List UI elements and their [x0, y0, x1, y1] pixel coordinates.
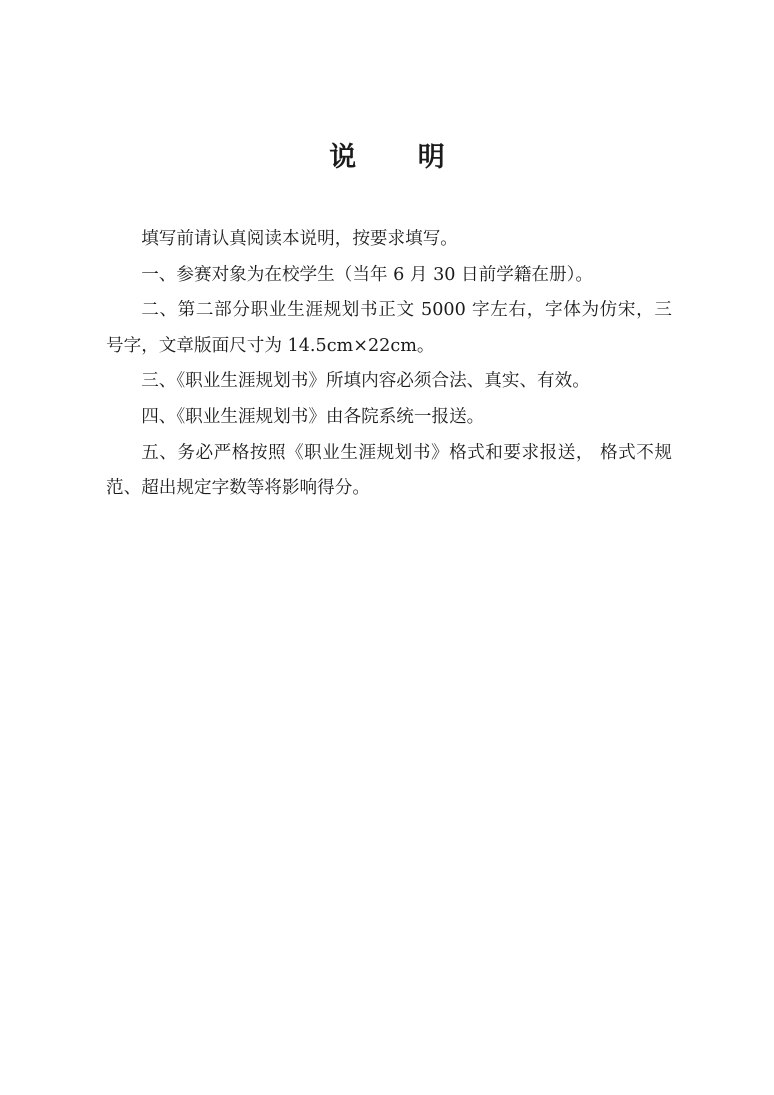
- rule-5-paragraph: 五、务必严格按照《职业生涯规划书》格式和要求报送， 格式不规范、超出规定字数等将影响得分。: [106, 442, 672, 499]
- page-title: 说 明: [329, 142, 471, 173]
- rule-2-paragraph: 二、第二部分职业生涯规划书正文 5000 字左右，字体为仿宋，三号字，文章版面尺寸为 14.5cm×22cm。: [106, 300, 672, 356]
- rule-1-paragraph: 一、参赛对象为在校学生（当年 6 月 30 日前学籍在册）。: [141, 264, 593, 285]
- rule-4-paragraph: 四、《职业生涯规划书》由各院系统一报送。: [141, 406, 485, 427]
- intro-paragraph: 填写前请认真阅读本说明，按要求填写。: [141, 229, 458, 249]
- rule-3-paragraph: 三、《职业生涯规划书》所填内容必须合法、真实、有效。: [141, 371, 590, 392]
- instructions-body: [106, 222, 672, 507]
